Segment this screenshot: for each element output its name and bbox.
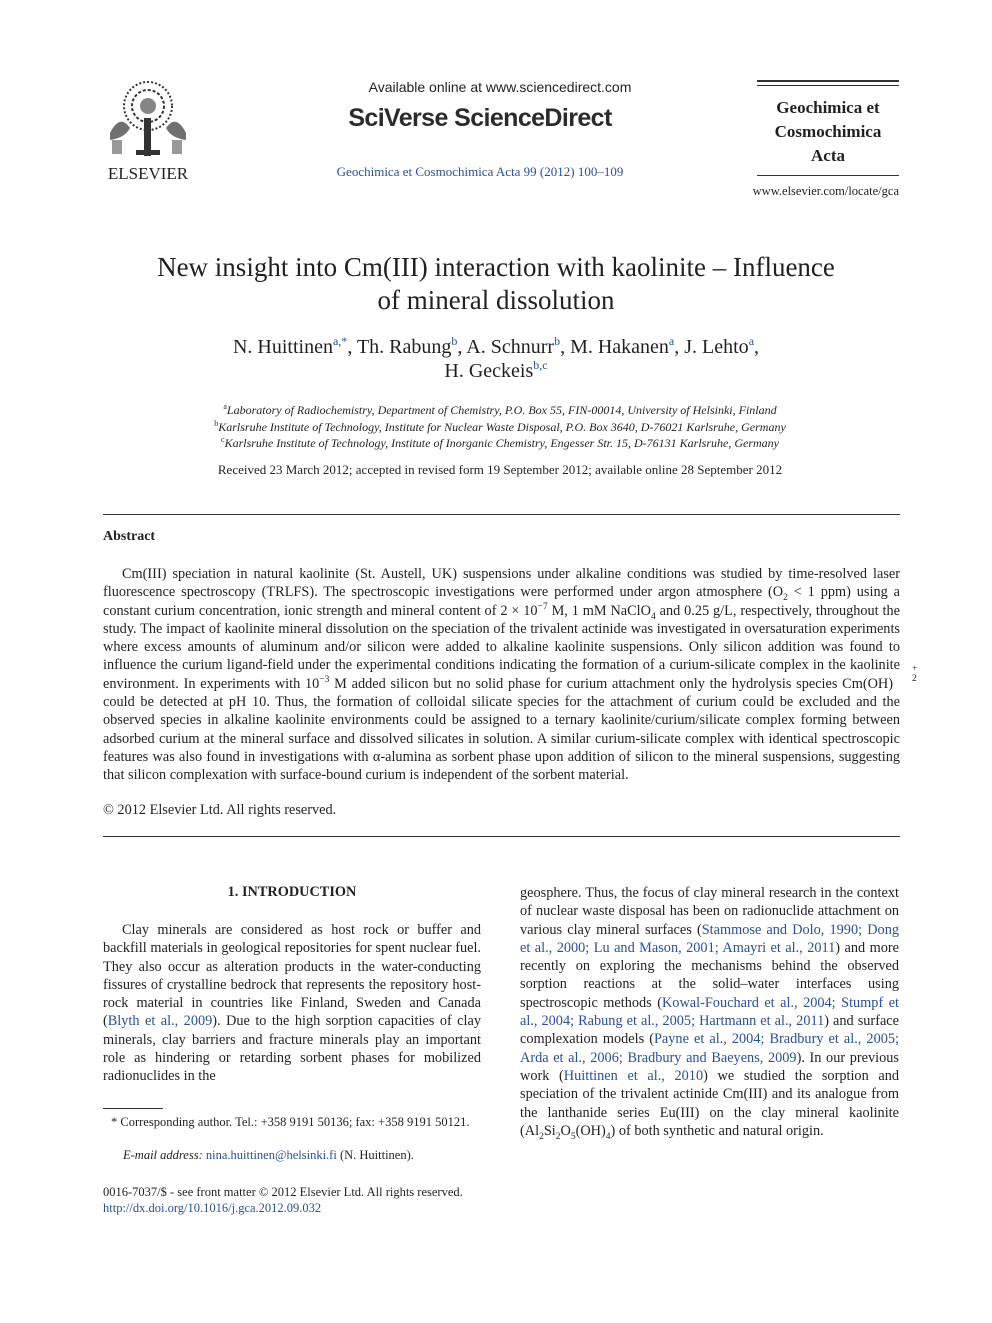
intro-right-column: geosphere. Thus, the focus of clay mineral research in the context of nuclear waste disposal has been on radionuclide attachment on various clay mineral surfaces (Stammose and Dolo, 1990; Dong et al., 2000; Lu and Mason, 2001; Amayri et al., 2011) and more recently on exploring the mechanisms behind the observed sorption reactions at the solid–water interfaces using spectroscopic methods (Kowal-Fouchard et al., 2004; Stumpf et al., 2004; Rabung et al., 2005; Hartmann et al., 2011) and surface complexation models (Payne et al., 2004; Bradbury et al., 2005; Arda et al., 2006; Bradbury and Baeyens, 2009). In our previous work (Huittinen et al., 2010) we studied the sorption and speciation of the trivalent actinide Cm(III) and its analogue from the lanthanide series Eu(III) on the clay mineral kaolinite $(Al_2Si_2O_5(OH)_4)$ of both synthetic and natural origin.	[520, 885, 900, 1142]
doi-link[interactable]: http://dx.doi.org/10.1016/j.gca.2012.09.032	[103, 1201, 322, 1215]
citation-link[interactable]: Huittinen et al., 2010	[563, 1067, 704, 1084]
article-title-line: of mineral dissolution	[377, 285, 615, 315]
abstract-rule-top	[103, 514, 900, 515]
author[interactable]: M. Hakanen$^a$	[570, 334, 675, 358]
copyright-notice: © 2012 Elsevier Ltd. All rights reserved.	[103, 802, 337, 818]
affiliation: $^c$Karlsruhe Institute of Technology, Institute of Inorganic Chemistry, Engesser Str. 15, D-76131 Karlsruhe, Germany	[221, 435, 779, 450]
article-title	[100, 251, 892, 317]
abstract-text: Cm(III) speciation in natural kaolinite (St. Austell, UK) suspensions under alkaline conditions was studied by time-resolved laser fluorescence spectroscopy (TRLFS). The spectroscopic investigations were performed under argon atmosphere ($O_2 < 1$ ppm) using a constant curium concentration, ionic strength and mineral content of $2 \times 10^{-7}$ M, 1 mM NaClO$_4$ and 0.25 g/L, respectively, throughout the study. The impact of kaolinite mineral dissolution on the speciation of the trivalent actinide was investigated in oversaturation experiments where excess amounts of aluminum and/or silicon were added to alkaline kaolinite suspensions. Only silicon addition was found to influence the curium ligand-field under the experimental conditions indicating the formation of a curium-silicate complex in the kaolinite environment. In experiments with $10^{-3}$ M added silicon but no solid phase for curium attachment only the hydrolysis species Cm(OH) + 2 could be detected at pH 10. Thus, the formation of colloidal silicate species for the attachment of curium could be excluded and the observed species in alkaline kaolinite environments could be assigned to a ternary kaolinite/curium/silicate complex forming between adsorbed curium at the mineral surface and dissolved silicates in solution. A similar curium-silicate complex with identical spectroscopic features was also found in investigations with α-alumina as sorbent phase upon addition of silicon to the mineral suspensions, suggesting that silicon complexation with surface-bound curium is independent of the sorbent material.	[103, 566, 918, 784]
citation-link[interactable]: Kowal-Fouchard et al., 2004; Stumpf et al., 2004; Rabung et al., 2005; Hartmann et al., 2011	[520, 994, 900, 1030]
author-list: N. Huittinen$^{a,*}$, Th. Rabung$^b$, A. Schnurr$^b$, M. Hakanen$^a$, J. Lehto$^a$, H. Geckeis$^{b,c}$	[232, 334, 760, 382]
affiliation: $^b$Karlsruhe Institute of Technology, Institute for Nuclear Waste Disposal, P.O. Box 3640, D-76021 Karlsruhe, Germany	[214, 418, 786, 434]
journal-citation[interactable]: Geochimica et Cosmochimica Acta 99 (2012) 100–109	[336, 164, 624, 179]
email-note: E-mail address: nina.huittinen@helsinki.fi (N. Huittinen).	[123, 1148, 414, 1162]
author[interactable]: A. Schnurr$^b$	[466, 334, 561, 358]
article-title-line: New insight into Cm(III) interaction with kaolinite – Influence	[157, 252, 835, 282]
elsevier-tree-logo	[100, 78, 196, 184]
section-heading: 1. INTRODUCTION	[227, 884, 357, 900]
abstract-rule-bottom	[103, 836, 900, 837]
footnote-rule	[103, 1108, 163, 1109]
author[interactable]: N. Huittinen$^{a,*}$	[232, 334, 348, 358]
article-dates: Received 23 March 2012; accepted in revised form 19 September 2012; available online 28 September 2012	[217, 462, 783, 477]
journal-box-rule-top-thin	[757, 85, 899, 86]
journal-title-line: Geochimica et	[776, 98, 880, 117]
publisher-name: ELSEVIER	[107, 164, 189, 183]
journal-url[interactable]: www.elsevier.com/locate/gca	[752, 184, 899, 198]
intro-left-column: Clay minerals are considered as host rock or buffer and backfill materials in geological repositories for spent nuclear fuel. They also occur as alteration products in the water-conducting fissures of crystalline bedrock that represents the repository host-rock material in countries like Finland, Sweden and Canada (Blyth et al., 2009). Due to the high sorption capacities of clay minerals, clay barriers and fracture minerals play an important role as hindering or retarding sorbent phases for mobilized radionuclides in the	[103, 922, 481, 1085]
citation-link[interactable]: Stammose and Dolo, 1990; Dong et al., 2000; Lu and Mason, 2001; Amayri et al., 2011	[520, 921, 899, 956]
author[interactable]: Th. Rabung$^b$	[356, 334, 458, 358]
journal-box-rule-top	[757, 80, 899, 82]
author[interactable]: H. Geckeis$^{b,c}$	[444, 358, 548, 382]
available-online-text: Available online at www.sciencedirect.com	[368, 79, 632, 95]
journal-title-line: Cosmochimica	[774, 122, 882, 141]
abstract-heading: Abstract	[103, 529, 156, 544]
journal-title	[757, 96, 899, 168]
journal-box-rule-bottom	[757, 175, 899, 176]
affiliations	[100, 402, 900, 452]
citation-link[interactable]: Blyth et al., 2009	[107, 1013, 213, 1030]
affiliation: $^a$Laboratory of Radiochemistry, Department of Chemistry, P.O. Box 55, FIN-00014, University of Helsinki, Finland	[223, 402, 777, 417]
email-link[interactable]: nina.huittinen@helsinki.fi	[205, 1148, 337, 1162]
corresponding-author-note: * Corresponding author. Tel.: +358 9191 50136; fax: +358 9191 50121.	[111, 1115, 470, 1129]
sciencedirect-brand[interactable]: SciVerse ScienceDirect	[348, 104, 612, 132]
citation-link[interactable]: Payne et al., 2004; Bradbury et al., 2005; Arda et al., 2006; Bradbury and Baeyens, 2009	[520, 1031, 899, 1066]
issn-line: 0016-7037/$ - see front matter © 2012 Elsevier Ltd. All rights reserved.	[103, 1185, 463, 1199]
author[interactable]: J. Lehto$^a$	[684, 334, 755, 358]
journal-title-line: Acta	[811, 146, 845, 165]
